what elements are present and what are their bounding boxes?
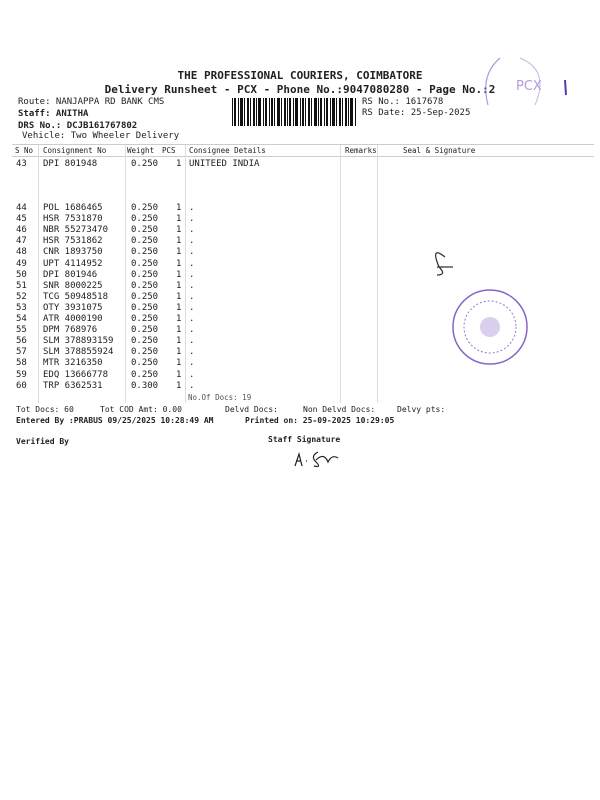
row-pcs: 1 [176, 302, 182, 313]
row-pcs: 1 [176, 347, 182, 358]
barcode-bar [244, 98, 245, 126]
barcode-bar [234, 98, 236, 126]
row-pcs: 1 [176, 380, 182, 391]
row-consignment-no: TCG 50948518 [43, 291, 109, 302]
row-pcs: 1 [176, 314, 182, 324]
row-consignee-details: UNITEED INDIA [189, 159, 260, 169]
barcode-bar [300, 98, 301, 126]
barcode-bar [330, 98, 331, 126]
row-weight: 0.250 [131, 203, 159, 213]
barcode-bar [258, 98, 261, 126]
tot-docs: Tot Docs: 60 [16, 405, 74, 414]
barcode-bar [247, 98, 249, 126]
row-consignment-no: POL 1686465 [43, 203, 103, 213]
barcode-bar [274, 98, 275, 126]
row-sno: 59 [16, 369, 27, 380]
row-consignment-no: SNR 8000225 [43, 280, 103, 291]
row-consignee-details: . [189, 280, 195, 291]
barcode-bar [308, 98, 310, 126]
barcode-bar [271, 98, 273, 126]
row-consignee-details: . [189, 269, 195, 280]
table-row [0, 381, 600, 392]
row-sno: 58 [16, 358, 27, 369]
tot-cod-amount: Tot COD Amt: 0.00 [100, 405, 182, 414]
row-pcs: 1 [176, 203, 182, 213]
row-sno: 54 [16, 314, 27, 324]
row-sno: 48 [16, 247, 27, 258]
barcode-bar [265, 98, 267, 126]
barcode-bar [250, 98, 251, 126]
barcode-bar [320, 98, 322, 126]
row-weight: 0.250 [131, 225, 159, 236]
row-consignment-no: SLM 378855924 [43, 347, 114, 358]
row-consignment-no: EDQ 13666778 [43, 369, 109, 380]
barcode-bar [350, 98, 353, 126]
table-row [0, 225, 600, 236]
delivered-docs: Delvd Docs: [225, 405, 278, 414]
vehicle: Vehicle: Two Wheeler Delivery [22, 131, 180, 141]
row-consignment-no: TRP 6362531 [43, 380, 103, 391]
row-consignment-no: UPT 4114952 [43, 258, 103, 269]
row-consignee-details: . [189, 314, 195, 324]
row-consignment-no: DPI 801948 [43, 159, 98, 169]
row-consignee-details: . [189, 291, 195, 302]
row-pcs: 1 [176, 336, 182, 347]
table-row [0, 203, 600, 214]
barcode-bar [287, 98, 288, 126]
row-consignee-details: . [189, 236, 195, 247]
row-consignment-no: HSR 7531870 [43, 214, 103, 225]
row-weight: 0.250 [131, 369, 159, 380]
row-sno: 56 [16, 336, 27, 347]
row-weight: 0.250 [131, 280, 159, 291]
row-consignee-details: . [189, 325, 195, 336]
barcode-bar [293, 98, 294, 126]
barcode-bar [284, 98, 286, 126]
barcode-bar [263, 98, 264, 126]
row-consignment-no: OTY 3931075 [43, 302, 103, 313]
staff: Staff: ANITHA [18, 109, 89, 119]
barcode-bar [238, 98, 239, 126]
row-weight: 0.250 [131, 358, 159, 369]
row-pcs: 1 [176, 159, 182, 169]
table-row [0, 214, 600, 225]
row-sno: 45 [16, 214, 27, 225]
row-weight: 0.250 [131, 336, 159, 347]
row-weight: 0.250 [131, 258, 159, 269]
row-pcs: 1 [176, 291, 182, 302]
col-header-pcs: PCS [162, 146, 176, 155]
row-consignee-details: . [189, 247, 195, 258]
row-weight: 0.250 [131, 236, 159, 247]
route: Route: NANJAPPA RD BANK CMS [18, 97, 165, 107]
row-sno: 51 [16, 280, 27, 291]
row-sno: 52 [16, 291, 27, 302]
verified-by: Verified By [16, 437, 69, 446]
barcode-bar [281, 98, 282, 126]
pcx-stamp-mark [460, 50, 580, 120]
row-consignment-no: CNR 1893750 [43, 247, 103, 258]
row-pcs: 1 [176, 325, 182, 336]
row-consignment-no: ATR 4000190 [43, 314, 103, 324]
row-consignee-details: . [189, 358, 195, 369]
barcode-bar [256, 98, 257, 126]
col-header-sno: S No [15, 146, 34, 155]
row-consignment-no: NBR 55273470 [43, 225, 109, 236]
col-header-remarks: Remarks [345, 146, 377, 155]
barcode-bar [332, 98, 335, 126]
row-pcs: 1 [176, 369, 182, 380]
non-delivered-docs: Non Delvd Docs: [303, 405, 376, 414]
row-sno: 55 [16, 325, 27, 336]
staff-signature [290, 446, 350, 471]
staff-signature-label: Staff Signature [268, 435, 341, 444]
delivery-points: Delvy pts: [397, 405, 446, 414]
row-weight: 0.250 [131, 291, 159, 302]
row-consignee-details: . [189, 214, 195, 225]
row-sno: 47 [16, 236, 27, 247]
barcode [232, 98, 358, 126]
row-sno: 57 [16, 347, 27, 358]
barcode-bar [302, 98, 304, 126]
printed-on: Printed on: 25-09-2025 10:29:05 [245, 416, 395, 425]
row-sno: 44 [16, 203, 27, 213]
row-sno: 49 [16, 258, 27, 269]
row-weight: 0.250 [131, 325, 159, 336]
row-weight: 0.250 [131, 247, 159, 258]
entered-by: Entered By :PRABUS 09/25/2025 10:28:49 AM [16, 416, 214, 425]
seal-and-signature [425, 245, 565, 375]
barcode-bar [269, 98, 270, 126]
row-consignee-details: . [189, 336, 195, 347]
row-weight: 0.250 [131, 302, 159, 313]
drs-number: DRS No.: DCJB161767802 [18, 121, 138, 131]
no-of-docs: No.Of Docs: 19 [188, 393, 252, 402]
row-pcs: 1 [176, 247, 182, 258]
row-weight: 0.250 [131, 214, 159, 225]
stamp-text: PCX [516, 79, 542, 94]
row-consignee-details: . [189, 347, 195, 358]
barcode-bar [355, 98, 356, 126]
barcode-bar [295, 98, 298, 126]
table-row [0, 159, 600, 170]
table-header-border [12, 156, 594, 157]
row-consignee-details: . [189, 369, 195, 380]
row-pcs: 1 [176, 225, 182, 236]
row-sno: 46 [16, 225, 27, 236]
row-weight: 0.250 [131, 269, 159, 280]
col-header-consignment: Consignment No [43, 146, 107, 155]
col-header-consignee: Consignee Details [189, 146, 266, 155]
row-pcs: 1 [176, 280, 182, 291]
row-consignment-no: DPM 768976 [43, 325, 98, 336]
row-weight: 0.250 [131, 314, 159, 324]
row-consignee-details: . [189, 302, 195, 313]
col-header-seal: Seal & Signature [403, 146, 476, 155]
barcode-bar [336, 98, 337, 126]
company-title: THE PROFESSIONAL COURIERS, COIMBATORE [177, 69, 423, 82]
barcode-bar [289, 98, 291, 126]
barcode-bar [339, 98, 341, 126]
row-consignment-no: HSR 7531862 [43, 236, 103, 247]
row-consignment-no: MTR 3216350 [43, 358, 103, 369]
row-pcs: 1 [176, 358, 182, 369]
row-sno: 60 [16, 380, 27, 391]
barcode-bar [348, 98, 349, 126]
row-weight: 0.300 [131, 380, 159, 391]
row-sno: 50 [16, 269, 27, 280]
runsheet-subtitle: Delivery Runsheet - PCX - Phone No.:9047080280 - Page No.:2 [104, 83, 496, 96]
row-consignment-no: SLM 378893159 [43, 336, 114, 347]
row-consignee-details: . [189, 380, 195, 391]
barcode-bar [311, 98, 312, 126]
row-pcs: 1 [176, 236, 182, 247]
col-header-weight: Weight [127, 146, 155, 155]
row-pcs: 1 [176, 258, 182, 269]
table-top-border [12, 144, 594, 145]
row-weight: 0.250 [131, 347, 159, 358]
barcode-bar [326, 98, 328, 126]
row-sno: 43 [16, 159, 27, 169]
rs-number: RS No.: 1617678 [362, 97, 444, 107]
row-consignee-details: . [189, 225, 195, 236]
barcode-bar [318, 98, 319, 126]
barcode-bar [314, 98, 317, 126]
barcode-bar [277, 98, 280, 126]
barcode-bar [253, 98, 255, 126]
row-consignee-details: . [189, 258, 195, 269]
barcode-bar [240, 98, 243, 126]
row-sno: 53 [16, 302, 27, 313]
barcode-bar [345, 98, 347, 126]
barcode-bar [324, 98, 325, 126]
rs-date: RS Date: 25-Sep-2025 [362, 108, 471, 118]
barcode-bar [305, 98, 306, 126]
barcode-bar [232, 98, 233, 126]
row-weight: 0.250 [131, 159, 159, 169]
row-consignee-details: . [189, 203, 195, 213]
row-consignment-no: DPI 801946 [43, 269, 98, 280]
row-pcs: 1 [176, 269, 182, 280]
barcode-bar [342, 98, 343, 126]
row-pcs: 1 [176, 214, 182, 225]
